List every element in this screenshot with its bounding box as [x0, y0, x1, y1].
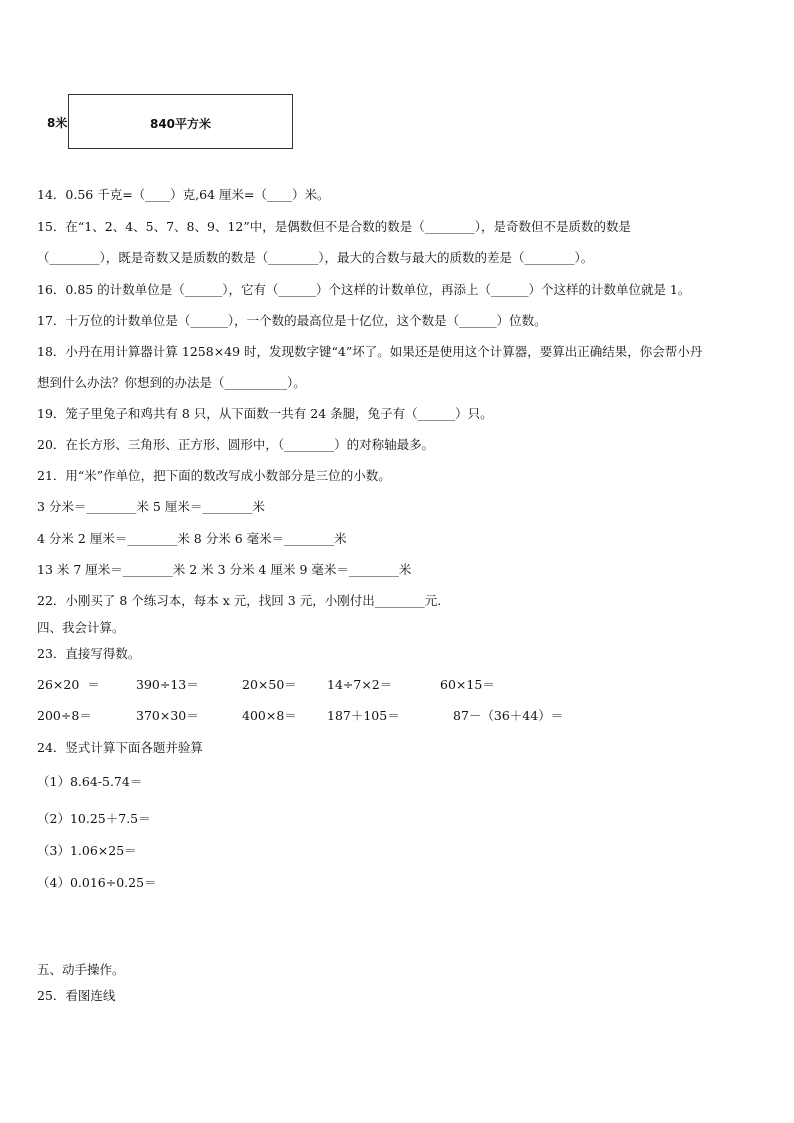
question-15-line-2: （________），既是奇数又是质数的数是（________），最大的合数与最大的质数的差是（________）。 [37, 250, 594, 265]
rectangle-figure [68, 94, 293, 149]
oral-calc-2-4: 187＋105＝ [327, 708, 400, 723]
question-24-item-3: （3）1.06×25＝ [37, 843, 137, 858]
question-17: 17．十万位的计数单位是（______），一个数的最高位是十亿位，这个数是（______）位数。 [37, 313, 547, 328]
question-21: 21．用“米”作单位，把下面的数改写成小数部分是三位的小数。 [37, 468, 391, 483]
question-21-item-3: 13 米 7 厘米＝________米 2 米 3 分米 4 厘米 9 毫米＝________米 [37, 562, 412, 577]
question-20: 20．在长方形、三角形、正方形、圆形中，（________）的对称轴最多。 [37, 437, 435, 452]
question-24: 24．竖式计算下面各题并验算 [37, 740, 203, 755]
question-24-item-2: （2）10.25＋7.5＝ [37, 811, 151, 826]
oral-calc-1-5: 60×15＝ [440, 677, 495, 692]
section-5-heading: 五、动手操作。 [37, 962, 125, 977]
oral-calc-2-1: 200÷8＝ [37, 708, 92, 723]
oral-calc-1-3: 20×50＝ [242, 677, 297, 692]
question-25: 25．看图连线 [37, 988, 116, 1003]
question-22: 22．小刚买了 8 个练习本，每本 x 元，找回 3 元，小刚付出________元. [37, 593, 442, 608]
question-21-item-1: 3 分米＝________米 5 厘米＝________米 [37, 499, 265, 514]
question-14: 14．0.56 千克=（____）克,64 厘米=（____）米。 [37, 187, 330, 202]
section-4-heading: 四、我会计算。 [37, 620, 125, 635]
oral-calc-2-3: 400×8＝ [242, 708, 297, 723]
question-23: 23．直接写得数。 [37, 646, 141, 661]
question-24-item-1: （1）8.64-5.74＝ [37, 774, 143, 789]
oral-calc-1-2: 390÷13＝ [136, 677, 199, 692]
question-21-item-2: 4 分米 2 厘米＝________米 8 分米 6 毫米＝________米 [37, 531, 347, 546]
oral-calc-1-1: 26×20 ＝ [37, 677, 100, 692]
question-16: 16．0.85 的计数单位是（______），它有（______）个这样的计数单位，再添上（______）个这样的计数单位就是 1。 [37, 282, 691, 297]
figure-area-label: 840平方米 [149, 117, 212, 131]
oral-calc-2-2: 370×30＝ [136, 708, 199, 723]
question-15-line-1: 15．在“1、2、4、5、7、8、9、12”中，是偶数但不是合数的数是（________），是奇数但不是质数的数是 [37, 219, 632, 234]
question-19: 19．笼子里兔子和鸡共有 8 只，从下面数一共有 24 条腿，兔子有（______）只。 [37, 406, 493, 421]
oral-calc-2-5: 87－（36＋44）＝ [453, 708, 564, 723]
figure-side-label: 8米 [47, 116, 68, 130]
question-24-item-4: （4）0.016÷0.25＝ [37, 875, 157, 890]
oral-calc-1-4: 14÷7×2＝ [327, 677, 393, 692]
question-18-line-1: 18．小丹在用计算器计算 1258×49 时，发现数字键“4”坏了。如果还是使用这个计算器，要算出正确结果，你会帮小丹 [37, 344, 703, 359]
question-18-line-2: 想到什么办法？你想到的办法是（__________）。 [37, 375, 306, 390]
